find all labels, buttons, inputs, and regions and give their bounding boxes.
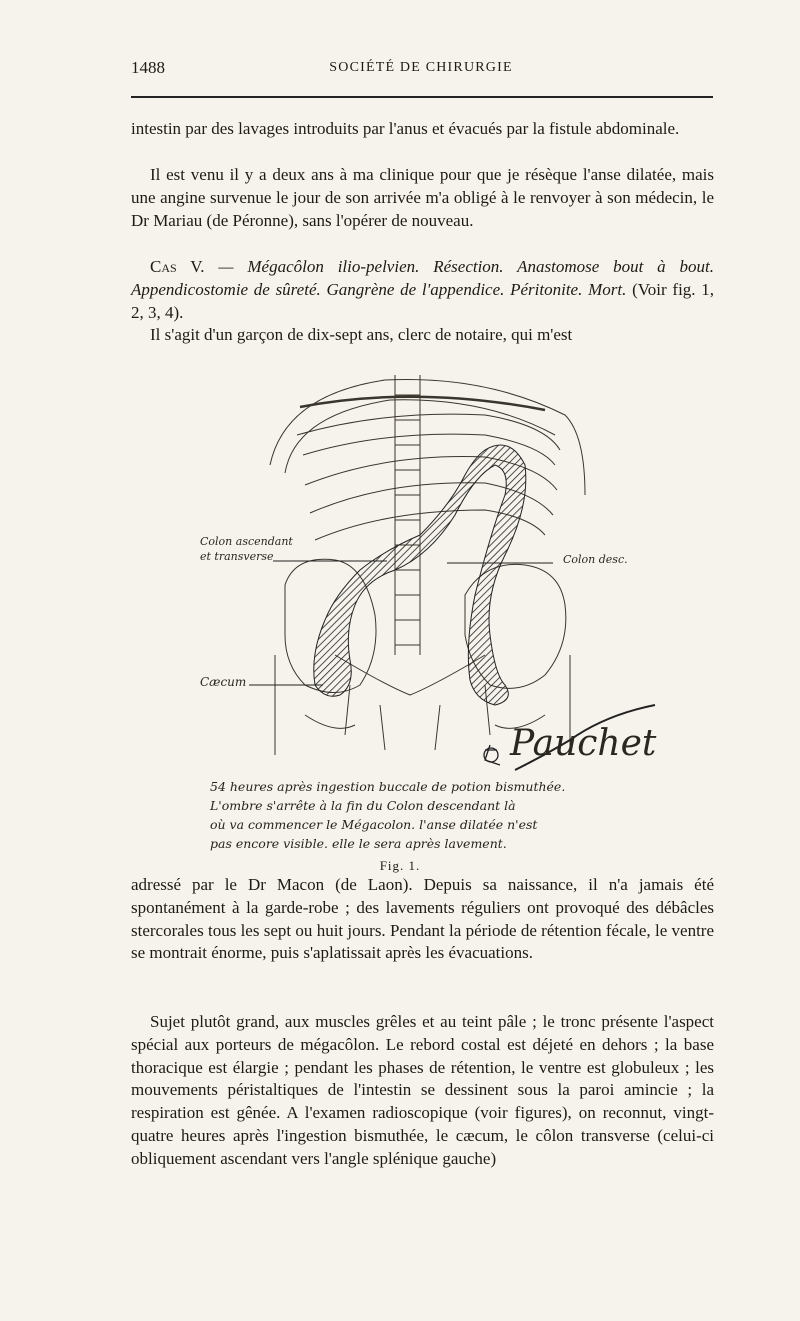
- signature: Pauchet: [510, 723, 657, 764]
- paragraph-5: Sujet plutôt grand, aux muscles grêles et au teint pâle ; le tronc présente l'aspect spécial aux porteurs de mégacôlon. Le rebord costal est déjeté en dehors ; la base thoracique est élargie ; pendant les phases de rétention, le ventre est globuleux ; les mouvements péristaltiques de l'intestin se dessinent sous la paroi amincie ; la respiration est gênée. A l'examen radioscopique (voir figures), on reconnut, vingt-quatre heures après l'ingestion bismuthée, le cæcum, le côlon transverse (celui-ci obliquement ascendant vers l'angle splénique gauche): [131, 1012, 714, 1168]
- note-line: pas encore visible. elle le sera après lavement.: [210, 836, 507, 851]
- case-label: Cas V.: [150, 257, 205, 276]
- running-title: SOCIÉTÉ DE CHIRURGIE: [329, 60, 513, 75]
- paragraph-2: Il est venu il y a deux ans à ma clinique pour que je résèque l'anse dilatée, mais une angine survenue le jour de son arrivée m'a obligé à le renvoyer à son médecin, le Dr Mariau (de Péronne), sans l'opérer de nouveau.: [131, 165, 714, 230]
- note-line: L'ombre s'arrête à la fin du Colon descendant là: [210, 798, 516, 813]
- page-number: 1488: [131, 58, 165, 77]
- label-colon-transverse: et transverse: [200, 550, 274, 563]
- label-colon-desc: Colon desc.: [563, 553, 628, 566]
- page-header: [131, 58, 711, 84]
- case-title: — Mégacôlon ilio-pelvien. Résection. Anastomose bout à bout. Appendicostomie de sûreté. Gangrène de l'appendice. Péritonite. Mort.: [131, 257, 715, 299]
- figure-caption: Fig. 1.: [379, 858, 421, 873]
- figure-radiograph: [185, 355, 665, 775]
- note-line: où va commencer le Mégacolon. l'anse dilatée n'est: [210, 817, 538, 832]
- paragraph-3: Il s'agit d'un garçon de dix-sept ans, clerc de notaire, qui m'est: [150, 325, 573, 344]
- note-line: 54 heures après ingestion buccale de potion bismuthée.: [210, 779, 566, 794]
- paragraph-1: intestin par des lavages introduits par l'anus et évacués par la fistule abdominale.: [131, 119, 680, 138]
- header-rule: [131, 96, 713, 98]
- label-colon-ascendant: Colon ascendant: [200, 535, 293, 548]
- handwritten-note: [210, 777, 630, 853]
- case-heading: [131, 256, 714, 324]
- label-caecum: Cæcum: [200, 675, 247, 689]
- case-ref: (Voir fig. 1, 2, 3, 4).: [131, 279, 715, 322]
- paragraph-4: adressé par le Dr Macon (de Laon). Depuis sa naissance, il n'a jamais été spontanément à la garde-robe ; des lavements réguliers ont provoqué des débâcles stercorales tous les sept ou huit jours. Pendant la période de rétention fécale, le ventre se montrait énorme, puis s'aplatissait après les évacuations.: [131, 875, 714, 963]
